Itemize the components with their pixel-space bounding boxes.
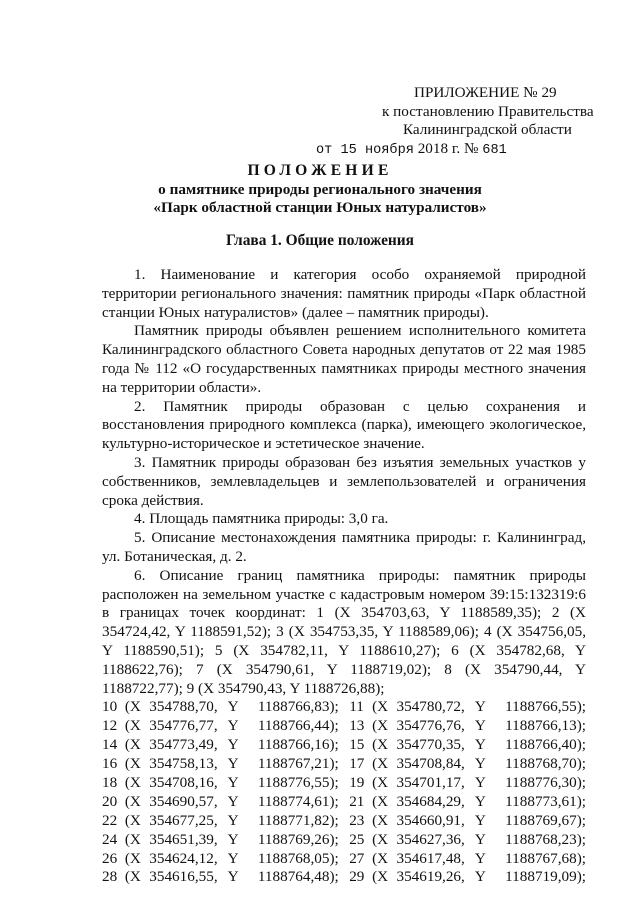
point-number: 18	[102, 773, 118, 791]
column-gap	[339, 774, 349, 793]
point-x-value	[125, 831, 218, 850]
coordinate-row	[102, 736, 586, 755]
point-y-value	[465, 793, 586, 812]
x-label: (X	[372, 849, 389, 867]
point-x	[372, 849, 465, 868]
point-y	[218, 831, 339, 850]
point-y-value	[218, 793, 339, 812]
y-coordinate: 1188766,55);	[505, 698, 586, 716]
y-coordinate: 1188764,48);	[257, 868, 339, 886]
point-x	[125, 793, 218, 812]
point-x	[372, 755, 465, 774]
point-y-value	[218, 698, 339, 717]
point-x-value	[125, 850, 218, 869]
point-x	[372, 717, 465, 736]
coordinate-row	[102, 868, 586, 887]
x-coordinate: 354684,29,	[396, 792, 465, 810]
x-coordinate: 354660,91,	[396, 811, 465, 829]
point-y-value	[218, 868, 339, 887]
point-y	[465, 755, 586, 774]
x-label: (X	[372, 755, 389, 773]
paragraph-1-decision: Памятник природы объявлен решением исполнительного комитета Калининградского областного Совета народных депутатов от 22 мая 1985 года № 112 «О государственных памятниках природы местного значения на территории области».	[102, 322, 586, 396]
x-label: (X	[372, 698, 389, 716]
y-label: Y	[474, 755, 486, 773]
y-label: Y	[474, 849, 486, 867]
point-y-value	[465, 755, 586, 774]
point-x-value	[372, 736, 465, 755]
x-label: (X	[372, 736, 389, 754]
x-coordinate: 354776,77,	[149, 717, 218, 735]
point-number: 17	[349, 755, 365, 773]
point-number: 29	[349, 868, 365, 886]
y-label: Y	[227, 736, 239, 754]
point-x-value	[125, 698, 218, 717]
y-coordinate: 1188766,13);	[505, 717, 586, 735]
x-coordinate: 354677,25,	[149, 811, 218, 829]
point-y	[218, 755, 339, 774]
point-number: 11	[349, 698, 364, 716]
coordinate-row	[102, 755, 586, 774]
point-x	[125, 868, 218, 887]
coordinate-row	[102, 812, 586, 831]
point-x	[372, 793, 465, 812]
point-number: 24	[102, 830, 118, 848]
point-number: 13	[349, 717, 365, 735]
point-y-value	[465, 717, 586, 736]
point-y-value	[218, 850, 339, 869]
annex-header	[300, 84, 594, 160]
column-gap	[339, 831, 349, 850]
point-number: 14	[102, 736, 118, 754]
column-gap	[339, 868, 349, 887]
y-coordinate: 1188766,44);	[257, 717, 339, 735]
point-x	[372, 774, 465, 793]
y-label: Y	[227, 811, 239, 829]
point-x-value	[372, 812, 465, 831]
coordinate-row	[102, 793, 586, 812]
chapter-heading: Глава 1. Общие положения	[226, 232, 414, 249]
point-number: 23	[349, 811, 365, 829]
y-label: Y	[227, 849, 239, 867]
point-x	[125, 698, 218, 717]
point-y	[465, 736, 586, 755]
y-coordinate: 1188769,67);	[505, 811, 586, 829]
x-label: (X	[372, 830, 389, 848]
x-label: (X	[124, 849, 141, 867]
point-number: 16	[102, 755, 118, 773]
paragraph-5: 5. Описание местонахождения памятника природы: г. Калининград, ул. Ботаническая, д. 2.	[102, 529, 586, 565]
point-x	[372, 868, 465, 887]
point-y-value	[218, 755, 339, 774]
point-y	[465, 849, 586, 868]
column-gap	[339, 812, 349, 831]
x-coordinate: 354788,70,	[149, 698, 218, 716]
point-y	[218, 717, 339, 736]
x-coordinate: 354776,76,	[396, 717, 465, 735]
x-coordinate: 354708,84,	[396, 755, 465, 773]
coordinate-row	[102, 849, 586, 868]
title-subject: о памятнике природы регионального значения	[158, 181, 482, 198]
y-coordinate: 1188766,83);	[257, 698, 339, 716]
point-y-value	[465, 698, 586, 717]
point-number: 21	[349, 792, 365, 810]
x-coordinate: 354627,36,	[396, 830, 465, 848]
coordinates-table-body	[102, 698, 586, 887]
column-gap	[339, 717, 349, 736]
point-x	[372, 736, 465, 755]
x-label: (X	[124, 698, 141, 716]
y-label: Y	[474, 868, 486, 886]
x-label: (X	[372, 717, 389, 735]
x-label: (X	[372, 811, 389, 829]
point-x-value	[125, 812, 218, 831]
x-coordinate: 354617,48,	[396, 849, 465, 867]
point-x-value	[125, 736, 218, 755]
y-coordinate: 1188768,23);	[505, 830, 586, 848]
point-x-value	[372, 793, 465, 812]
point-x-value	[372, 831, 465, 850]
y-coordinate: 1188769,26);	[257, 830, 339, 848]
y-label: Y	[474, 792, 486, 810]
y-coordinate: 1188767,68);	[505, 849, 586, 867]
annex-number: 681	[482, 142, 507, 158]
annex-date-line	[300, 140, 560, 161]
point-y-value	[465, 774, 586, 793]
point-y-value	[465, 868, 586, 887]
point-x	[125, 849, 218, 868]
y-label: Y	[227, 792, 239, 810]
point-x	[125, 717, 218, 736]
point-number: 22	[102, 811, 118, 829]
point-number: 25	[349, 830, 365, 848]
column-gap	[339, 698, 349, 717]
point-x	[372, 831, 465, 850]
point-y-value	[465, 736, 586, 755]
annex-resolution-line: к постановлению Правительства	[382, 102, 594, 120]
x-coordinate: 354758,13,	[149, 755, 218, 773]
x-coordinate: 354701,17,	[396, 773, 465, 791]
point-y	[465, 793, 586, 812]
point-y	[218, 849, 339, 868]
x-coordinate: 354616,55,	[149, 868, 218, 886]
y-label: Y	[474, 717, 486, 735]
x-coordinate: 354708,16,	[149, 773, 218, 791]
document-body	[102, 266, 586, 887]
point-x-value	[125, 755, 218, 774]
point-x-value	[125, 868, 218, 887]
point-y-value	[218, 831, 339, 850]
point-x-value	[372, 774, 465, 793]
point-x-value	[372, 755, 465, 774]
point-x	[125, 755, 218, 774]
point-y	[465, 698, 586, 717]
point-number: 26	[102, 849, 118, 867]
point-y-value	[465, 812, 586, 831]
y-coordinate: 1188766,40);	[505, 736, 586, 754]
column-gap	[339, 755, 349, 774]
point-x-value	[125, 793, 218, 812]
title-main: ПОЛОЖЕНИЕ	[247, 162, 393, 179]
point-y-value	[218, 717, 339, 736]
y-label: Y	[227, 755, 239, 773]
y-coordinate: 1188774,61);	[257, 792, 339, 810]
point-y-value	[218, 774, 339, 793]
y-label: Y	[227, 773, 239, 791]
coordinate-row	[102, 831, 586, 850]
point-y-value	[218, 812, 339, 831]
y-coordinate: 1188771,82);	[257, 811, 339, 829]
point-y	[465, 812, 586, 831]
point-y	[218, 736, 339, 755]
x-label: (X	[124, 717, 141, 735]
point-y	[218, 868, 339, 887]
point-y	[465, 717, 586, 736]
y-label: Y	[227, 717, 239, 735]
column-gap	[339, 736, 349, 755]
x-label: (X	[124, 830, 141, 848]
x-coordinate: 354780,72,	[396, 698, 465, 716]
point-y-value	[465, 831, 586, 850]
coordinate-row	[102, 774, 586, 793]
point-y	[218, 793, 339, 812]
annex-date: от 15 ноября	[316, 142, 414, 158]
y-label: Y	[474, 736, 486, 754]
paragraph-6: 6. Описание границ памятника природы: памятник природы расположен на земельном участке с кадастровым номером 39:15:132319:6 в границах точек координат: 1 (X 354703,63, Y 1188589,35); 2 (X 354724,42, Y 1188591,52); 3 (X 354753,35, Y 1188589,06); 4 (X 354756,05, Y 1188590,51); 5 (X 354782,11, Y 1188610,27); 6 (X 354782,68, Y 1188622,76); 7 (X 354790,61, Y 1188719,02); 8 (X 354790,44, Y 1188722,77); 9 (X 354790,43, Y 1188726,88);	[102, 566, 586, 697]
point-x	[372, 698, 465, 717]
y-label: Y	[474, 811, 486, 829]
x-label: (X	[372, 773, 389, 791]
point-number: 20	[102, 792, 118, 810]
x-coordinate: 354770,35,	[396, 736, 465, 754]
point-x-value	[372, 868, 465, 887]
x-label: (X	[372, 792, 389, 810]
coordinates-table	[102, 698, 586, 887]
y-label: Y	[227, 830, 239, 848]
x-coordinate: 354690,57,	[149, 792, 218, 810]
y-coordinate: 1188776,30);	[505, 773, 586, 791]
y-coordinate: 1188719,09);	[505, 868, 586, 886]
x-label: (X	[372, 868, 389, 886]
point-y	[465, 831, 586, 850]
annex-title: ПРИЛОЖЕНИЕ № 29	[414, 84, 557, 101]
y-coordinate: 1188773,61);	[505, 792, 586, 810]
x-coordinate: 354624,12,	[149, 849, 218, 867]
x-label: (X	[124, 868, 141, 886]
document-title	[0, 162, 640, 217]
point-y	[465, 774, 586, 793]
point-x	[125, 831, 218, 850]
y-coordinate: 1188776,55);	[257, 773, 339, 791]
point-number: 27	[349, 849, 365, 867]
column-gap	[339, 849, 349, 868]
coordinate-row	[102, 717, 586, 736]
y-coordinate: 1188768,70);	[505, 755, 586, 773]
x-label: (X	[124, 811, 141, 829]
column-gap	[339, 793, 349, 812]
paragraph-1: 1. Наименование и категория особо охраняемой природной территории регионального значения: памятник природы «Парк областной станции Юных натуралистов» (далее – памятник природы).	[102, 266, 586, 321]
point-x	[125, 812, 218, 831]
point-y	[218, 812, 339, 831]
y-label: Y	[227, 868, 239, 886]
y-label: Y	[474, 773, 486, 791]
point-y	[218, 698, 339, 717]
annex-region-line: Калининградской области	[403, 121, 572, 139]
paragraph-4: 4. Площадь памятника природы: 3,0 га.	[134, 510, 389, 528]
coordinate-row	[102, 698, 586, 717]
point-number: 28	[102, 868, 118, 886]
y-coordinate: 1188767,21);	[257, 755, 339, 773]
y-coordinate: 1188766,16);	[257, 736, 339, 754]
x-label: (X	[124, 792, 141, 810]
point-y	[218, 774, 339, 793]
x-label: (X	[124, 755, 141, 773]
point-number: 12	[102, 717, 118, 735]
point-y	[465, 868, 586, 887]
y-label: Y	[474, 698, 486, 716]
point-x-value	[372, 717, 465, 736]
point-number: 19	[349, 773, 365, 791]
annex-year: 2018 г. №	[417, 139, 479, 157]
x-label: (X	[124, 773, 141, 791]
point-y-value	[465, 850, 586, 869]
point-x	[125, 774, 218, 793]
title-name: «Парк областной станции Юных натуралистов»	[153, 199, 487, 216]
y-label: Y	[474, 830, 486, 848]
point-x	[125, 736, 218, 755]
x-coordinate: 354651,39,	[149, 830, 218, 848]
point-x-value	[125, 717, 218, 736]
paragraph-2: 2. Памятник природы образован с целью сохранения и восстановления природного комплекса (парка), имеющего экологическое, культурно-историческое и эстетическое значение.	[102, 397, 586, 453]
x-coordinate: 354619,26,	[396, 868, 465, 886]
point-number: 15	[349, 736, 365, 754]
y-label: Y	[227, 698, 239, 716]
point-x	[372, 812, 465, 831]
x-coordinate: 354773,49,	[149, 736, 218, 754]
point-x-value	[125, 774, 218, 793]
point-y-value	[218, 736, 339, 755]
x-label: (X	[124, 736, 141, 754]
paragraph-3: 3. Памятник природы образован без изъятия земельных участков у собственников, землевладельцев и землепользователей и ограничения срока действия.	[102, 453, 586, 509]
y-coordinate: 1188768,05);	[257, 849, 339, 867]
point-x-value	[372, 698, 465, 717]
point-number: 10	[102, 698, 118, 716]
point-x-value	[372, 850, 465, 869]
